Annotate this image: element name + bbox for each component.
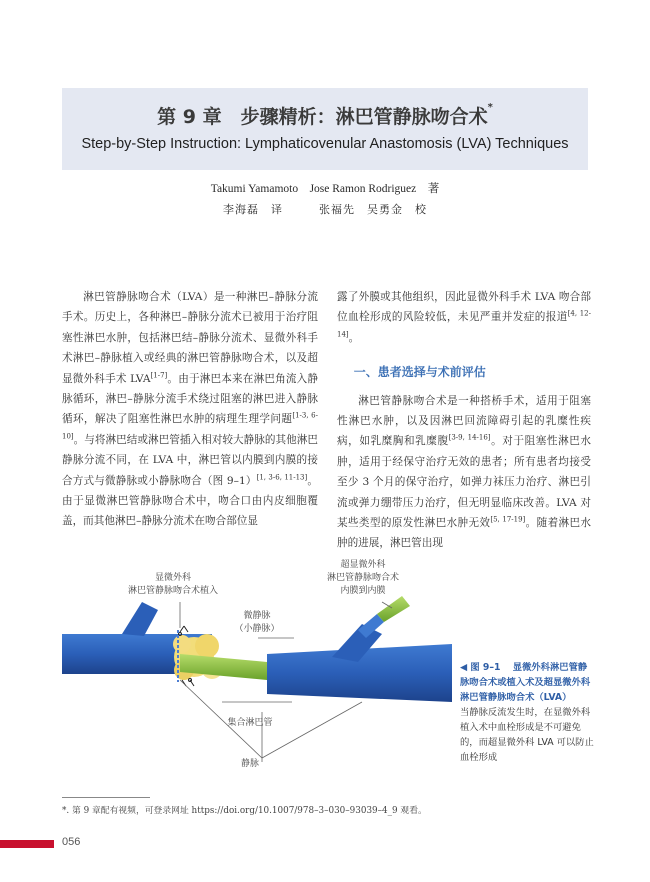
chapter-title-cn [62, 102, 588, 129]
text: 。与将淋巴结或淋巴管插入相对较大静脉的其他淋巴静脉分流不同，在 LVA 中，淋巴管以内膜到内膜的接合方式与微静脉或小静脉吻合（图 9–1） [62, 433, 318, 487]
paragraph [337, 287, 591, 348]
footnote: *. 第 9 章配有视频，可登录网址 https://doi.org/10.1007/978–3–030–93039–4_9 观看。 [62, 806, 427, 816]
label-supermicro-lva: 超显微外科 淋巴管静脉吻合术 内膜到内膜 [326, 560, 399, 596]
citation: [4, 12-14] [337, 309, 591, 339]
text: 。随着淋巴水肿的进展，淋巴管出现 [337, 517, 592, 550]
lymph-vessel-lva [377, 596, 410, 622]
citation: [1, 3-6, 11-13] [256, 473, 308, 482]
paragraph [337, 391, 591, 554]
citation: [3-9, 14-16] [448, 433, 491, 442]
text: 。 [348, 331, 360, 344]
text: 。由于淋巴本来在淋巴角流入静脉循环，淋巴–静脉分流手术绕过阻塞的淋巴进入静脉循环，解决了阻塞性淋巴水肿的病理生理学问题 [62, 372, 318, 426]
text: 淋巴管静脉吻合术（LVA）是一种淋巴–静脉分流手术。历史上，各种淋巴–静脉分流术已被用于治疗阻塞性淋巴水肿，包括淋巴结–静脉分流术、显微外科手术淋巴–静脉植入或经典的淋巴管静脉吻合术，以及超显微外科手术 LVA [62, 291, 318, 385]
chapter-title-text: 第 9 章 步骤精析：淋巴管静脉吻合术 [157, 106, 488, 128]
section-heading: 一、患者选择与术前评估 [353, 365, 486, 380]
text: 淋巴管静脉吻合术是一种搭桥手术，适用于阻塞性淋巴水肿，以及因淋巴回流障碍引起的乳糜性疾病，如乳糜胸和乳糜腹 [337, 394, 591, 448]
page-number: 056 [62, 836, 81, 848]
text: 。对于阻塞性淋巴水肿，适用于经保守治疗无效的患者；所有患者均接受至少 3 个月的保守治疗，如弹力袜压力治疗、淋巴引流或弹力绷带压力治疗，但无明显临床改善。LVA 对某些类型的原发性淋巴水肿无效 [337, 435, 591, 530]
citation: [5, 17-19] [490, 515, 526, 524]
left-column [62, 287, 318, 532]
title-footnote-mark: * [487, 102, 493, 113]
caption-title: 显微外科淋巴管静脉吻合术或植入术及超显微外科淋巴管静脉吻合术（LVA） [460, 662, 591, 703]
caption-body: 当静脉反流发生时，在显微外科植入术中血栓形成是不可避免的，而超显微外科 LVA 可以防止血栓形成 [460, 707, 594, 763]
authors: Takumi Yamamoto Jose Ramon Rodriguez 著 [210, 183, 440, 195]
caption-number: ◀ 图 9–1 [460, 662, 501, 673]
figure-caption [460, 660, 595, 765]
figure-9-1 [62, 562, 452, 787]
page-accent-bar [0, 840, 54, 848]
chapter-title-box [62, 88, 588, 170]
label-vein: 静脉 [240, 759, 259, 769]
label-implantation: 显微外科 淋巴管静脉吻合术植入 [127, 573, 218, 596]
footnote-divider [62, 797, 150, 798]
vein-left-branch [122, 602, 158, 636]
paragraph [62, 287, 318, 532]
label-collecting-lymph: 集合淋巴管 [227, 718, 273, 728]
chapter-title-en: Step-by-Step Instruction: Lymphaticovenular Anastomosis (LVA) Techniques [81, 136, 569, 152]
text: 露了外膜或其他组织，因此显微外科手术 LVA 吻合部位血栓形成的风险较低，未见严重并发症的报道 [337, 291, 591, 324]
translators: 李海磊 译 张福先 吴勇金 校 [223, 203, 427, 216]
citation: [1-7] [150, 371, 168, 380]
right-column [337, 287, 591, 554]
text: 。由于显微淋巴管静脉吻合术中，吻合口由内皮细胞覆盖，而其他淋巴–静脉分流术在吻合部位显 [62, 474, 318, 528]
label-venule: 微静脉 （小静脉） [234, 611, 280, 634]
citation: [1-3, 6-10] [62, 411, 318, 441]
